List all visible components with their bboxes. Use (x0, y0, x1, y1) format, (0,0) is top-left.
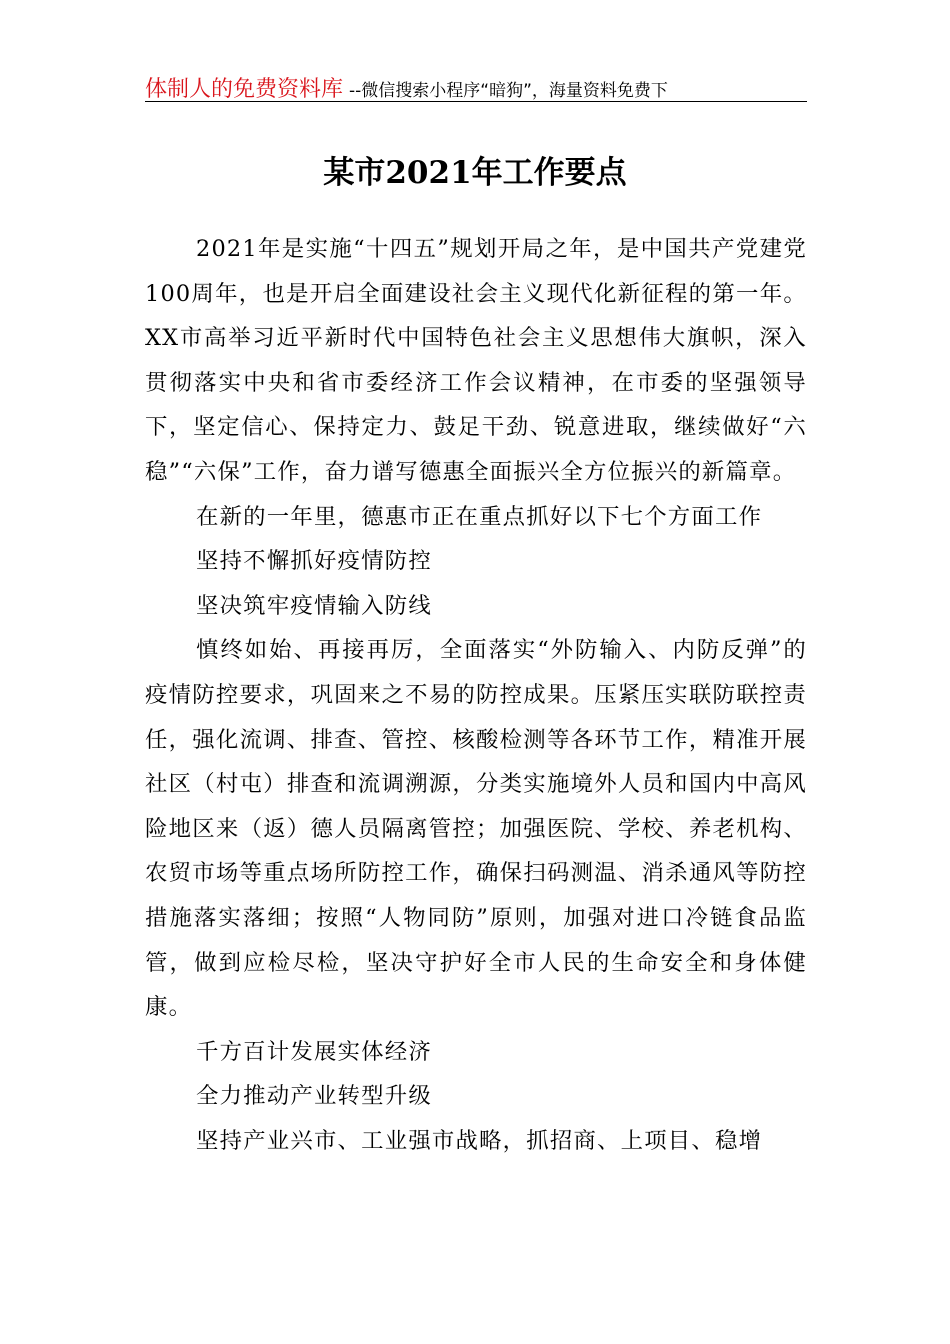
paragraph-industry: 坚持产业兴市、工业强市战略，抓招商、上项目、稳增 (196, 1127, 763, 1154)
section-heading-epidemic: 坚持不懈抓好疫情防控 (196, 548, 432, 575)
paragraph-epidemic-measures: 慎终如始、再接再厉，全面落实“外防输入、内防反弹”的疫情防控要求，巩固来之不易的防控成果。压紧压实联防联控责任，强化流调、排查、管控、核酸检测等各环节工作，精准开展社区（村屯）排查和流调溯源，分类实施境外人员和国内中高风险地区来（返）德人员隔离管控；加强医院、学校、养老机构、农贸市场等重点场所防控工作，确保扫码测温、消杀通风等防控措施落实落细；按照“人物同防”原则，加强对进口冷链食品监管，做到应检尽检，坚决守护好全市人民的生命安全和身体健康。 (145, 637, 807, 1021)
subsection-heading-industry: 全力推动产业转型升级 (196, 1083, 432, 1110)
header-brand: 体制人的免费资料库 (145, 77, 344, 102)
document-body (145, 227, 807, 1163)
paragraph-intro: 2021年是实施“十四五”规划开局之年，是中国共产党建党100周年，也是开启全面建设社会主义现代化新征程的第一年。XX市高举习近平新时代中国特色社会主义思想伟大旗帜，深入贯彻落实中央和省市委经济工作会议精神，在市委的坚强领导下，坚定信心、保持定力、鼓足干劲、锐意进取，继续做好“六稳”“六保”工作，奋力谱写德惠全面振兴全方位振兴的新篇章。 (145, 236, 807, 485)
header-tagline: --微信搜索小程序“暗狗”，海量资料免费下 (349, 81, 668, 101)
page-header (145, 72, 807, 102)
section-heading-economy: 千方百计发展实体经济 (196, 1038, 432, 1065)
subsection-heading-input-defense: 坚决筑牢疫情输入防线 (196, 592, 432, 619)
paragraph-overview: 在新的一年里，德惠市正在重点抓好以下七个方面工作 (196, 503, 763, 530)
header-divider (145, 101, 807, 102)
document-title: 某市2021年工作要点 (323, 155, 627, 191)
